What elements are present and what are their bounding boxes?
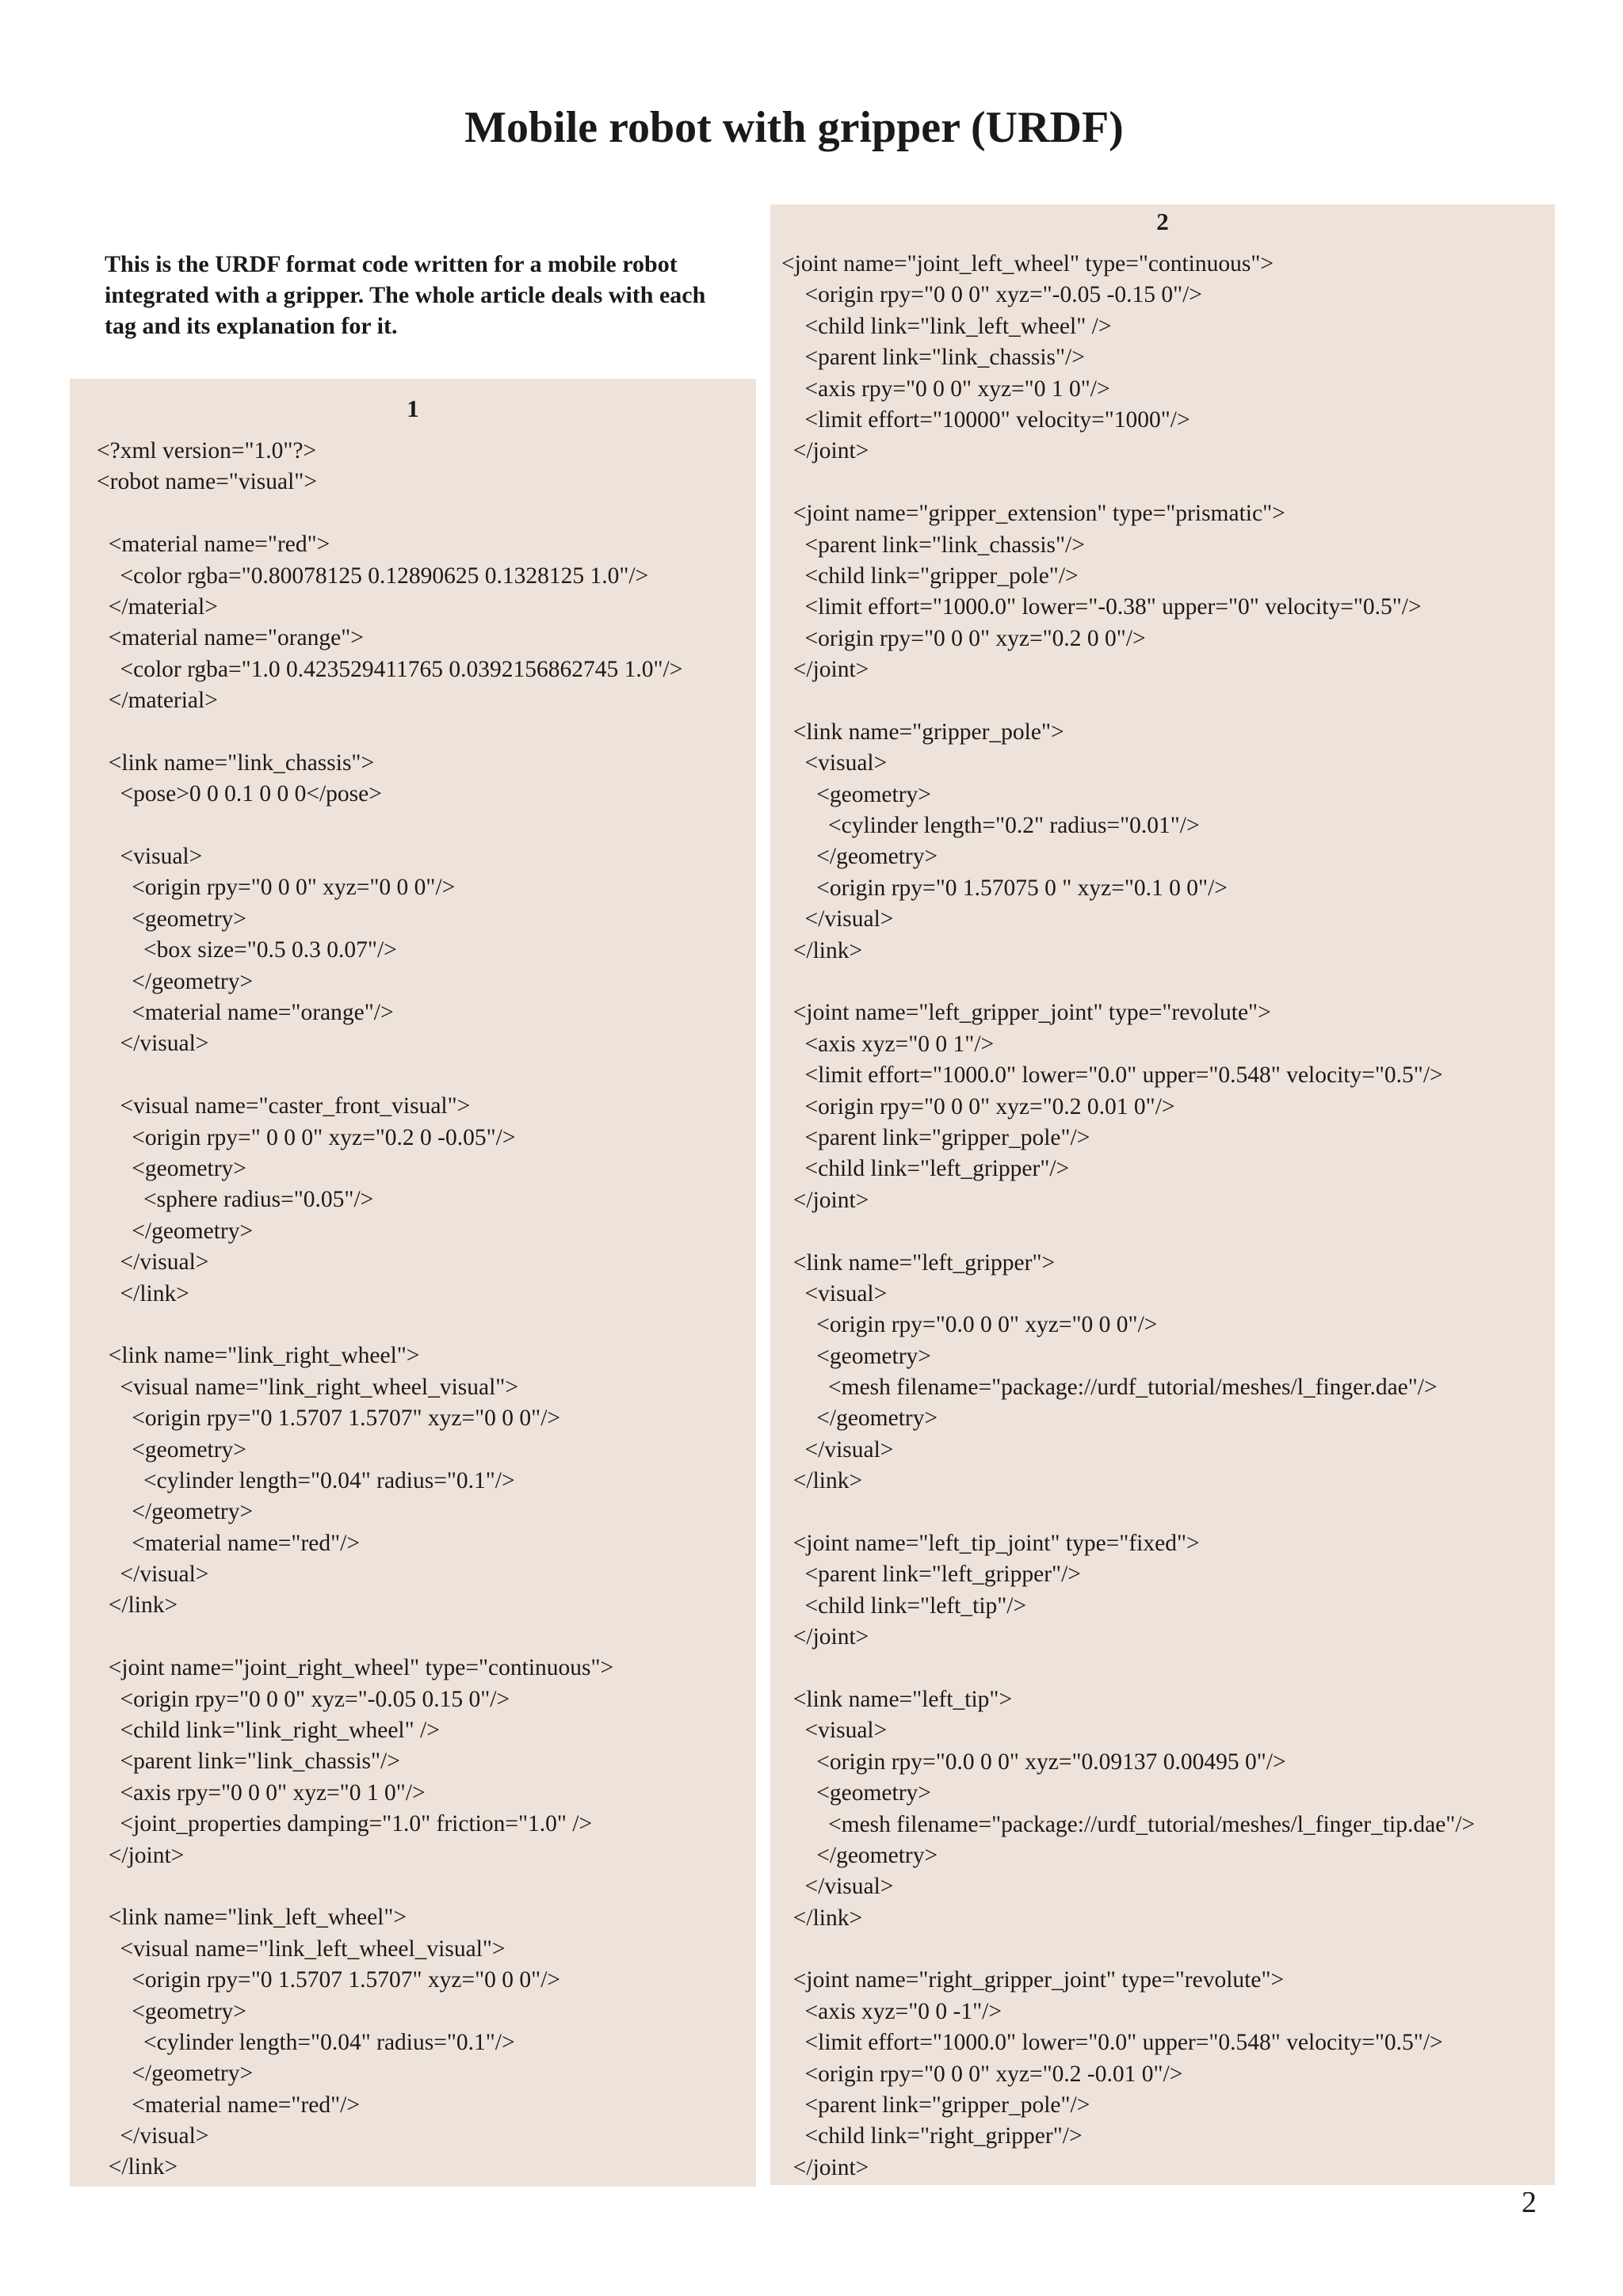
code-line: <parent link="gripper_pole"/> — [781, 2092, 1090, 2119]
code-line: <origin rpy="0 0 0" xyz="0.2 0 0"/> — [781, 625, 1146, 651]
code-line: </visual> — [97, 1249, 209, 1276]
code-line — [97, 498, 682, 529]
code-line: </visual> — [781, 1436, 894, 1463]
code-line — [781, 467, 1475, 498]
code-line: </joint> — [781, 657, 869, 683]
code-line: </geometry> — [97, 1218, 254, 1244]
code-line: </link> — [781, 937, 863, 963]
code-line: <sphere radius="0.05"/> — [97, 1187, 374, 1213]
code-line: <joint name="joint_left_wheel" type="continuous"> — [781, 251, 1274, 277]
code-line: <link name="left_gripper"> — [781, 1249, 1056, 1276]
code-line: <visual name="caster_front_visual"> — [97, 1093, 471, 1119]
code-line: <link name="link_chassis"> — [97, 749, 375, 776]
code-line: <origin rpy="0 1.5707 1.5707" xyz="0 0 0"/> — [97, 1405, 561, 1432]
code-line: </joint> — [781, 1187, 869, 1213]
code-line: <material name="red"/> — [97, 1530, 361, 1556]
code-line: <color rgba="0.80078125 0.12890625 0.1328125 1.0"/> — [97, 563, 649, 589]
code-line: </joint> — [97, 1842, 185, 1868]
code-line: </visual> — [97, 2123, 209, 2149]
code-line — [781, 1216, 1475, 1247]
code-line: <pose>0 0 0.1 0 0 0</pose> — [97, 781, 382, 807]
code-line: <limit effort="1000.0" lower="0.0" upper="0.548" velocity="0.5"/> — [781, 1062, 1443, 1089]
code-line — [97, 717, 682, 748]
code-line — [97, 1060, 682, 1091]
code-block — [97, 436, 682, 2183]
code-line: <origin rpy="0.0 0 0" xyz="0.09137 0.00495 0"/> — [781, 1749, 1286, 1775]
code-line: </link> — [781, 1468, 863, 1494]
code-line: <link name="link_left_wheel"> — [97, 1905, 407, 1931]
code-line: <parent link="gripper_pole"/> — [781, 1124, 1090, 1150]
panel-number: 1 — [407, 395, 419, 422]
code-line: <limit effort="10000" velocity="1000"/> — [781, 406, 1190, 433]
code-line: <parent link="left_gripper"/> — [781, 1562, 1081, 1588]
code-line: <axis xyz="0 0 1"/> — [781, 1031, 995, 1057]
code-line: <parent link="link_chassis"/> — [97, 1749, 400, 1775]
code-line: <material name="orange"> — [97, 625, 364, 651]
code-line: <axis rpy="0 0 0" xyz="0 1 0"/> — [97, 1779, 426, 1806]
code-line: <child link="left_gripper"/> — [781, 1156, 1070, 1182]
code-line — [781, 1497, 1475, 1528]
code-line: <mesh filename="package://urdf_tutorial/meshes/l_finger_tip.dae"/> — [781, 1811, 1476, 1837]
code-line: <joint name="right_gripper_joint" type="revolute"> — [781, 1967, 1285, 1993]
code-line: <robot name="visual"> — [97, 469, 317, 495]
code-line: <visual name="link_right_wheel_visual"> — [97, 1374, 518, 1400]
code-line: <geometry> — [97, 906, 246, 932]
code-line: <box size="0.5 0.3 0.07"/> — [97, 937, 397, 963]
code-line — [97, 810, 682, 841]
code-line: <joint name="left_gripper_joint" type="revolute"> — [781, 1000, 1271, 1026]
code-line: <visual> — [781, 1280, 888, 1306]
code-line: <geometry> — [97, 1998, 246, 2024]
code-line: <material name="red"> — [97, 532, 330, 558]
code-line: </joint> — [781, 438, 869, 464]
code-line: <geometry> — [781, 781, 931, 807]
code-line: <color rgba="1.0 0.423529411765 0.0392156862745 1.0"/> — [97, 656, 683, 682]
code-line: </joint> — [781, 1624, 869, 1650]
page-number: 2 — [1522, 2186, 1537, 2219]
code-line: <origin rpy="0 1.5707 1.5707" xyz="0 0 0"/> — [97, 1967, 561, 1993]
code-line: <mesh filename="package://urdf_tutorial/meshes/l_finger.dae"/> — [781, 1375, 1438, 1401]
code-line: </material> — [97, 688, 218, 714]
code-line — [781, 685, 1475, 716]
code-line: <geometry> — [97, 1436, 246, 1463]
code-line: <parent link="link_chassis"/> — [781, 345, 1085, 371]
code-line: <limit effort="1000.0" lower="-0.38" upper="0" velocity="0.5"/> — [781, 594, 1422, 620]
code-line: </link> — [97, 2154, 178, 2180]
code-line: <axis xyz="0 0 -1"/> — [781, 1998, 1002, 2024]
code-line: <link name="link_right_wheel"> — [97, 1343, 420, 1369]
code-line: <child link="gripper_pole"/> — [781, 563, 1079, 589]
code-line: <joint name="joint_right_wheel" type="continuous"> — [97, 1655, 614, 1681]
code-line: <origin rpy="0 0 0" xyz="-0.05 0.15 0"/> — [97, 1686, 510, 1712]
panel-number: 2 — [1156, 208, 1169, 235]
code-line: <?xml version="1.0"?> — [97, 438, 317, 463]
code-line: <visual name="link_left_wheel_visual"> — [97, 1936, 506, 1962]
code-line: </visual> — [97, 1562, 209, 1588]
code-line: <joint name="left_tip_joint" type="fixed"> — [781, 1531, 1200, 1557]
code-line: </geometry> — [97, 2061, 254, 2087]
code-line: <joint_properties damping="1.0" friction="1.0" /> — [97, 1811, 593, 1837]
code-line: <axis rpy="0 0 0" xyz="0 1 0"/> — [781, 376, 1110, 402]
code-line: <child link="left_tip"/> — [781, 1592, 1027, 1619]
code-line: <cylinder length="0.04" radius="0.1"/> — [97, 2029, 515, 2055]
code-line — [97, 1622, 682, 1653]
code-line: <origin rpy="0 0 0" xyz="0 0 0"/> — [97, 875, 456, 901]
code-line: <child link="link_right_wheel" /> — [97, 1718, 440, 1744]
code-line: </visual> — [97, 1031, 209, 1057]
code-line: <visual> — [781, 1718, 888, 1744]
code-line: <origin rpy="0 0 0" xyz="0.2 0.01 0"/> — [781, 1093, 1175, 1119]
code-line: <geometry> — [97, 1155, 246, 1181]
code-line — [781, 967, 1475, 997]
code-line: <material name="red"/> — [97, 2092, 361, 2118]
code-line: <link name="left_tip"> — [781, 1686, 1013, 1712]
code-line — [781, 1934, 1475, 1965]
code-line: </geometry> — [781, 844, 938, 870]
code-line: <origin rpy=" 0 0 0" xyz="0.2 0 -0.05"/> — [97, 1124, 516, 1150]
code-line: <origin rpy="0 0 0" xyz="0.2 -0.01 0"/> — [781, 2061, 1183, 2087]
code-line: <cylinder length="0.04" radius="0.1"/> — [97, 1467, 515, 1493]
code-line: </link> — [97, 1592, 178, 1619]
code-line: <link name="gripper_pole"> — [781, 719, 1064, 745]
code-line: <origin rpy="0 0 0" xyz="-0.05 -0.15 0"/> — [781, 282, 1202, 308]
code-block — [781, 249, 1475, 2183]
code-line: <child link="link_left_wheel" /> — [781, 313, 1112, 339]
code-line: </geometry> — [97, 968, 254, 994]
code-line — [97, 1310, 682, 1341]
code-line: </link> — [97, 1280, 189, 1306]
code-line: </material> — [97, 593, 218, 620]
code-line: </visual> — [781, 906, 894, 933]
code-line: </visual> — [781, 1874, 894, 1900]
code-line: <parent link="link_chassis"/> — [781, 532, 1085, 558]
page-title: Mobile robot with gripper (URDF) — [464, 103, 1124, 152]
code-line: </geometry> — [781, 1842, 938, 1868]
code-line: </joint> — [781, 2154, 869, 2180]
code-line: </geometry> — [781, 1405, 938, 1432]
code-line: <visual> — [97, 844, 203, 870]
code-line: <limit effort="1000.0" lower="0.0" upper="0.548" velocity="0.5"/> — [781, 2030, 1443, 2056]
code-line: <joint name="gripper_extension" type="prismatic"> — [781, 501, 1285, 527]
code-line: <child link="right_gripper"/> — [781, 2123, 1083, 2149]
code-line: <visual> — [781, 750, 888, 776]
code-panel-1 — [70, 379, 756, 2187]
code-line: <origin rpy="0 1.57075 0 " xyz="0.1 0 0"/> — [781, 875, 1228, 901]
code-line: <geometry> — [781, 1343, 931, 1369]
code-line: <geometry> — [781, 1780, 931, 1806]
code-line: <cylinder length="0.2" radius="0.01"/> — [781, 813, 1200, 839]
intro-paragraph: This is the URDF format code written for a mobile robot integrated with a gripper. The whole article deals with each tag and its explanation for it. — [105, 251, 706, 339]
code-panel-2 — [770, 204, 1555, 2185]
code-line: <material name="orange"/> — [97, 1000, 394, 1026]
code-line: </geometry> — [97, 1499, 254, 1525]
code-line — [781, 1653, 1475, 1684]
code-line: </link> — [781, 1905, 863, 1931]
code-line: <origin rpy="0.0 0 0" xyz="0 0 0"/> — [781, 1312, 1158, 1338]
code-line — [97, 1871, 682, 1902]
